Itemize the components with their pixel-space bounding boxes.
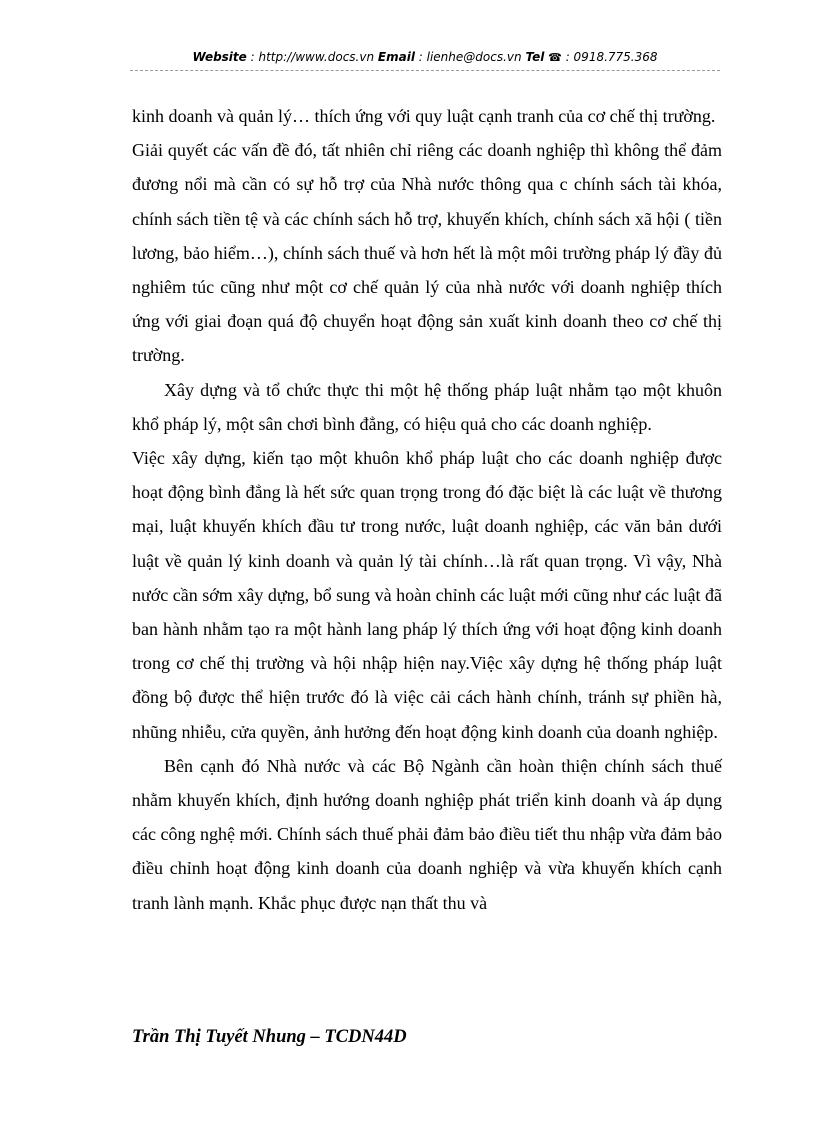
paragraph: Xây dựng và tổ chức thực thi một hệ thống pháp luật nhằm tạo một khuôn khổ pháp lý, một sân chơi bình đẳng, có hiệu quả cho các doanh nghiệp. <box>132 379 722 434</box>
email-link[interactable]: : lienhe@docs.vn <box>418 50 522 64</box>
paragraph: Bên cạnh đó Nhà nước và các Bộ Ngành cần hoàn thiện chính sách thuế nhằm khuyến khích, định hướng doanh nghiệp phát triển kinh doanh và áp dụng các công nghệ mới. Chính sách thuế phải đảm bảo điều tiết thu nhập vừa đảm bảo điều chỉnh hoạt động kinh doanh của doanh nghiệp và vừa khuyến khích cạnh tranh lành mạnh. Khắc phục được nạn thất thu và <box>132 755 722 913</box>
website-link[interactable]: : http://www.docs.vn <box>250 50 375 64</box>
paragraph: kinh doanh và quản lý… thích ứng với quy luật cạnh tranh của cơ chế thị trường. <box>132 106 716 126</box>
email-label: Email <box>377 50 415 64</box>
tel-value: : 0918.775.368 <box>565 50 658 64</box>
paragraph: Giải quyết các vấn đề đó, tất nhiên chỉ riêng các doanh nghiệp thì không thể đảm đương nổi mà cần có sự hỗ trợ của Nhà nước thông qua c chính sách tài khóa, chính sách tiền tệ và các chính sách hỗ trợ, khuyến khích, chính sách xã hội ( tiền lương, bảo hiểm…), chính sách thuế và hơn hết là một môi trường pháp lý đầy đủ nghiêm túc cũng như một cơ chế quản lý của nhà nước với doanh nghiệp thích ứng với giai đoạn quá độ chuyển hoạt động sản xuất kinh doanh theo cơ chế thị trường. <box>132 140 722 366</box>
document-body <box>132 99 722 920</box>
website-label: Website <box>192 50 247 64</box>
page-footer-author: Trần Thị Tuyết Nhung – TCDN44D <box>132 1027 407 1047</box>
phone-icon: ☎ <box>548 51 562 64</box>
paragraph: Việc xây dựng, kiến tạo một khuôn khổ pháp luật cho các doanh nghiệp được hoạt động bình đẳng là hết sức quan trọng trong đó đặc biệt là các luật về thương mại, luật khuyến khích đầu tư trong nước, luật doanh nghiệp, các văn bản dưới luật về quản lý kinh doanh và quản lý tài chính…là rất quan trọng. Vì vậy, Nhà nước cần sớm xây dựng, bổ sung và hoàn chỉnh các luật mới cũng như các luật đã ban hành nhằm tạo ra một hành lang pháp lý thích ứng với hoạt động kinh doanh trong cơ chế thị trường và hội nhập hiện nay.Việc xây dựng hệ thống pháp luật đồng bộ được thể hiện trước đó là việc cải cách hành chính, tránh sự phiền hà, nhũng nhiễu, cửa quyền, ảnh hưởng đến hoạt động kinh doanh của doanh nghiệp. <box>132 448 722 742</box>
tel-label: Tel <box>525 50 545 64</box>
page-header <box>130 50 720 71</box>
